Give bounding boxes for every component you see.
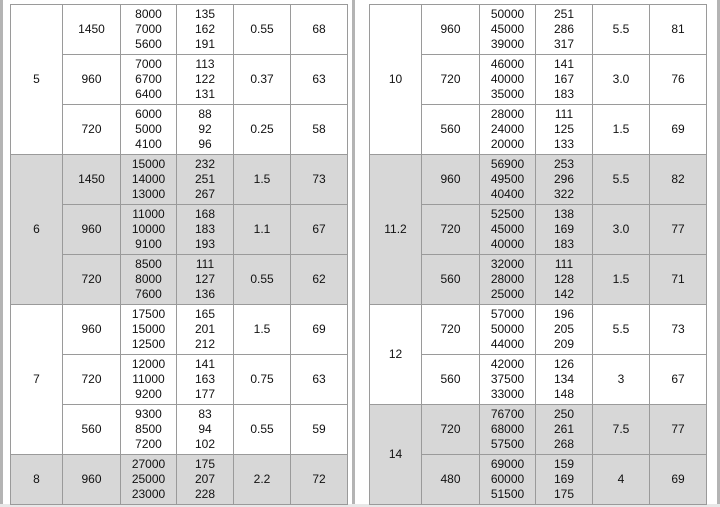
- pressure-value: 196: [553, 307, 575, 321]
- speed-cell: 960: [63, 305, 121, 355]
- pressure-value: 261: [553, 422, 575, 436]
- flow-value: 23000: [131, 487, 166, 501]
- flow-value: 8500: [135, 422, 162, 436]
- flow-value: 51500: [490, 487, 525, 501]
- pressure-cell: [177, 205, 234, 255]
- flow-value: 12000: [131, 357, 166, 371]
- size-cell: 12: [370, 305, 422, 405]
- flow-value: 45000: [490, 222, 525, 236]
- power-cell: 1.5: [234, 155, 291, 205]
- pressure-value: 141: [553, 57, 575, 71]
- pressure-value: 128: [553, 272, 575, 286]
- pressure-value: 135: [194, 7, 216, 21]
- pressure-value: 138: [553, 207, 575, 221]
- flow-cell: [121, 105, 177, 155]
- flow-value: 39000: [490, 37, 525, 51]
- noise-cell: 62: [291, 255, 348, 305]
- noise-cell: 67: [650, 355, 707, 405]
- flow-cell: [480, 455, 536, 505]
- pressure-cell: [177, 355, 234, 405]
- pressure-value: 167: [553, 72, 575, 86]
- power-cell: 0.25: [234, 105, 291, 155]
- power-cell: 5.5: [593, 155, 650, 205]
- pressure-value: 88: [198, 107, 212, 121]
- pressure-value: 251: [194, 172, 216, 186]
- flow-value: 40400: [490, 187, 525, 201]
- pressure-value: 125: [553, 122, 575, 136]
- table-row: [370, 305, 707, 355]
- flow-cell: [480, 55, 536, 105]
- power-cell: 4: [593, 455, 650, 505]
- noise-cell: 69: [291, 305, 348, 355]
- pressure-value: 162: [194, 22, 216, 36]
- pressure-value: 250: [553, 407, 575, 421]
- noise-cell: 73: [291, 155, 348, 205]
- flow-value: 56900: [490, 157, 525, 171]
- noise-cell: 73: [650, 305, 707, 355]
- noise-cell: 76: [650, 55, 707, 105]
- noise-cell: 68: [291, 5, 348, 55]
- pressure-value: 322: [553, 187, 575, 201]
- flow-value: 11000: [132, 372, 165, 386]
- size-cell: 14: [370, 405, 422, 505]
- power-cell: 3.0: [593, 55, 650, 105]
- flow-value: 5600: [135, 37, 162, 51]
- pressure-cell: [536, 155, 593, 205]
- pressure-value: 142: [553, 287, 575, 301]
- table-row: [370, 155, 707, 205]
- pressure-cell: [536, 255, 593, 305]
- flow-value: 50000: [490, 7, 525, 21]
- pressure-cell: [536, 55, 593, 105]
- flow-value: 7200: [135, 437, 162, 451]
- pressure-value: 296: [553, 172, 575, 186]
- power-cell: 2.2: [234, 455, 291, 505]
- flow-value: 7000: [135, 22, 162, 36]
- flow-value: 32000: [490, 257, 525, 271]
- speed-cell: 480: [422, 455, 480, 505]
- power-cell: 0.55: [234, 255, 291, 305]
- noise-cell: 72: [291, 455, 348, 505]
- speed-cell: 560: [422, 255, 480, 305]
- pressure-value: 94: [198, 422, 212, 436]
- table-row: [11, 455, 348, 505]
- pressure-value: 193: [194, 237, 216, 251]
- pressure-value: 201: [194, 322, 216, 336]
- size-cell: 8: [11, 455, 63, 505]
- pressure-value: 102: [194, 437, 216, 451]
- pressure-value: 191: [194, 37, 216, 51]
- noise-cell: 81: [650, 5, 707, 55]
- flow-value: 40000: [490, 237, 525, 251]
- power-cell: 1.5: [593, 105, 650, 155]
- speed-cell: 960: [63, 455, 121, 505]
- noise-cell: 77: [650, 205, 707, 255]
- flow-value: 42000: [490, 357, 525, 371]
- pressure-cell: [536, 5, 593, 55]
- speed-cell: 960: [422, 5, 480, 55]
- pressure-value: 183: [553, 237, 575, 251]
- flow-cell: [121, 305, 177, 355]
- flow-cell: [480, 105, 536, 155]
- pressure-cell: [177, 305, 234, 355]
- pressure-value: 205: [553, 322, 575, 336]
- flow-cell: [121, 5, 177, 55]
- pressure-value: 127: [194, 272, 216, 286]
- power-cell: 3.0: [593, 205, 650, 255]
- pressure-cell: [177, 55, 234, 105]
- flow-value: 9100: [135, 237, 162, 251]
- flow-value: 44000: [490, 337, 525, 351]
- right-table-body: [370, 5, 707, 505]
- power-cell: 7.5: [593, 405, 650, 455]
- flow-value: 28000: [490, 272, 525, 286]
- flow-cell: [480, 305, 536, 355]
- table-row: [11, 5, 348, 55]
- flow-value: 45000: [490, 22, 525, 36]
- pressure-value: 131: [194, 87, 216, 101]
- power-cell: 3: [593, 355, 650, 405]
- flow-cell: [121, 55, 177, 105]
- pressure-value: 183: [553, 87, 575, 101]
- pressure-value: 83: [198, 407, 212, 421]
- left-border: [0, 0, 3, 507]
- pressure-cell: [177, 5, 234, 55]
- flow-value: 11000: [132, 207, 165, 221]
- flow-value: 4100: [135, 137, 162, 151]
- noise-cell: 77: [650, 405, 707, 455]
- pressure-value: 111: [554, 107, 574, 121]
- flow-value: 7600: [135, 287, 162, 301]
- pressure-cell: [177, 455, 234, 505]
- noise-cell: 63: [291, 55, 348, 105]
- power-cell: 1.1: [234, 205, 291, 255]
- pressure-cell: [536, 355, 593, 405]
- pressure-value: 165: [194, 307, 216, 321]
- pressure-value: 228: [194, 487, 216, 501]
- flow-value: 28000: [490, 107, 525, 121]
- flow-value: 6000: [135, 107, 162, 121]
- speed-cell: 720: [422, 55, 480, 105]
- speed-cell: 720: [422, 405, 480, 455]
- flow-value: 24000: [490, 122, 525, 136]
- size-cell: 10: [370, 5, 422, 155]
- pressure-cell: [536, 305, 593, 355]
- pressure-value: 183: [194, 222, 216, 236]
- noise-cell: 67: [291, 205, 348, 255]
- flow-value: 52500: [490, 207, 525, 221]
- flow-value: 37500: [490, 372, 525, 386]
- pressure-cell: [177, 105, 234, 155]
- left-spec-table: [10, 4, 348, 505]
- speed-cell: 720: [63, 355, 121, 405]
- pressure-value: 141: [194, 357, 216, 371]
- pressure-value: 207: [194, 472, 216, 486]
- noise-cell: 59: [291, 405, 348, 455]
- table-row: [370, 5, 707, 55]
- center-divider: [352, 0, 355, 507]
- flow-value: 10000: [131, 222, 166, 236]
- flow-value: 9300: [135, 407, 162, 421]
- flow-cell: [121, 405, 177, 455]
- pressure-value: 111: [554, 257, 574, 271]
- pressure-value: 169: [553, 472, 575, 486]
- flow-value: 46000: [490, 57, 525, 71]
- speed-cell: 1450: [63, 155, 121, 205]
- flow-value: 33000: [490, 387, 525, 401]
- flow-cell: [121, 355, 177, 405]
- flow-cell: [480, 205, 536, 255]
- flow-value: 7000: [135, 57, 162, 71]
- flow-value: 40000: [490, 72, 525, 86]
- noise-cell: 71: [650, 255, 707, 305]
- pressure-value: 267: [194, 187, 216, 201]
- power-cell: 0.37: [234, 55, 291, 105]
- size-cell: 5: [11, 5, 63, 155]
- pressure-cell: [177, 405, 234, 455]
- flow-value: 8000: [135, 272, 162, 286]
- power-cell: 1.5: [593, 255, 650, 305]
- flow-value: 13000: [131, 187, 166, 201]
- pressure-value: 111: [195, 257, 215, 271]
- power-cell: 0.55: [234, 405, 291, 455]
- pressure-value: 169: [553, 222, 575, 236]
- flow-value: 8000: [135, 7, 162, 21]
- flow-value: 9200: [135, 387, 162, 401]
- noise-cell: 63: [291, 355, 348, 405]
- flow-value: 57000: [490, 307, 525, 321]
- flow-value: 14000: [131, 172, 166, 186]
- pressure-value: 286: [553, 22, 575, 36]
- power-cell: 5.5: [593, 5, 650, 55]
- flow-cell: [480, 355, 536, 405]
- speed-cell: 560: [422, 355, 480, 405]
- size-cell: 6: [11, 155, 63, 305]
- flow-value: 5000: [135, 122, 162, 136]
- flow-cell: [480, 405, 536, 455]
- flow-value: 8500: [135, 257, 162, 271]
- flow-value: 76700: [490, 407, 525, 421]
- pressure-value: 168: [194, 207, 216, 221]
- flow-cell: [480, 155, 536, 205]
- pressure-value: 177: [194, 387, 216, 401]
- pressure-cell: [536, 205, 593, 255]
- flow-value: 27000: [131, 457, 166, 471]
- pressure-value: 209: [553, 337, 575, 351]
- pressure-value: 212: [194, 337, 216, 351]
- noise-cell: 82: [650, 155, 707, 205]
- flow-value: 49500: [490, 172, 525, 186]
- pressure-value: 148: [553, 387, 575, 401]
- flow-cell: [480, 255, 536, 305]
- flow-value: 50000: [490, 322, 525, 336]
- speed-cell: 560: [422, 105, 480, 155]
- pressure-value: 113: [195, 57, 215, 71]
- pressure-value: 96: [198, 137, 212, 151]
- pressure-value: 317: [553, 37, 575, 51]
- pressure-value: 136: [194, 287, 216, 301]
- flow-value: 69000: [490, 457, 525, 471]
- speed-cell: 560: [63, 405, 121, 455]
- speed-cell: 960: [422, 155, 480, 205]
- pressure-value: 232: [194, 157, 216, 171]
- pressure-value: 253: [553, 157, 575, 171]
- speed-cell: 720: [422, 305, 480, 355]
- speed-cell: 720: [63, 255, 121, 305]
- pressure-value: 159: [553, 457, 575, 471]
- pressure-value: 251: [553, 7, 575, 21]
- table-row: [11, 305, 348, 355]
- pressure-cell: [177, 155, 234, 205]
- noise-cell: 69: [650, 105, 707, 155]
- flow-value: 68000: [490, 422, 525, 436]
- flow-cell: [480, 5, 536, 55]
- flow-value: 6400: [135, 87, 162, 101]
- pressure-value: 175: [194, 457, 216, 471]
- pressure-cell: [177, 255, 234, 305]
- flow-cell: [121, 255, 177, 305]
- table-row: [11, 155, 348, 205]
- right-spec-table: [369, 4, 707, 505]
- left-table-body: [11, 5, 348, 505]
- size-cell: 11.2: [370, 155, 422, 305]
- pressure-value: 163: [194, 372, 216, 386]
- flow-value: 20000: [490, 137, 525, 151]
- pressure-value: 268: [553, 437, 575, 451]
- pressure-cell: [536, 405, 593, 455]
- flow-value: 15000: [131, 322, 166, 336]
- noise-cell: 58: [291, 105, 348, 155]
- flow-value: 35000: [490, 87, 525, 101]
- flow-cell: [121, 205, 177, 255]
- pressure-cell: [536, 105, 593, 155]
- flow-cell: [121, 455, 177, 505]
- flow-value: 15000: [131, 157, 166, 171]
- pressure-value: 134: [553, 372, 575, 386]
- power-cell: 0.55: [234, 5, 291, 55]
- speed-cell: 720: [63, 105, 121, 155]
- pressure-value: 175: [553, 487, 575, 501]
- flow-value: 57500: [490, 437, 525, 451]
- speed-cell: 960: [63, 55, 121, 105]
- flow-value: 6700: [135, 72, 162, 86]
- power-cell: 1.5: [234, 305, 291, 355]
- pressure-value: 133: [553, 137, 575, 151]
- flow-value: 17500: [131, 307, 166, 321]
- noise-cell: 69: [650, 455, 707, 505]
- pressure-value: 126: [553, 357, 575, 371]
- power-cell: 0.75: [234, 355, 291, 405]
- flow-cell: [121, 155, 177, 205]
- speed-cell: 720: [422, 205, 480, 255]
- speed-cell: 1450: [63, 5, 121, 55]
- flow-value: 12500: [131, 337, 166, 351]
- size-cell: 7: [11, 305, 63, 455]
- flow-value: 60000: [490, 472, 525, 486]
- speed-cell: 960: [63, 205, 121, 255]
- flow-value: 25000: [490, 287, 525, 301]
- pressure-cell: [536, 455, 593, 505]
- flow-value: 25000: [131, 472, 166, 486]
- power-cell: 5.5: [593, 305, 650, 355]
- table-row: [370, 405, 707, 455]
- pressure-value: 92: [198, 122, 212, 136]
- pressure-value: 122: [194, 72, 216, 86]
